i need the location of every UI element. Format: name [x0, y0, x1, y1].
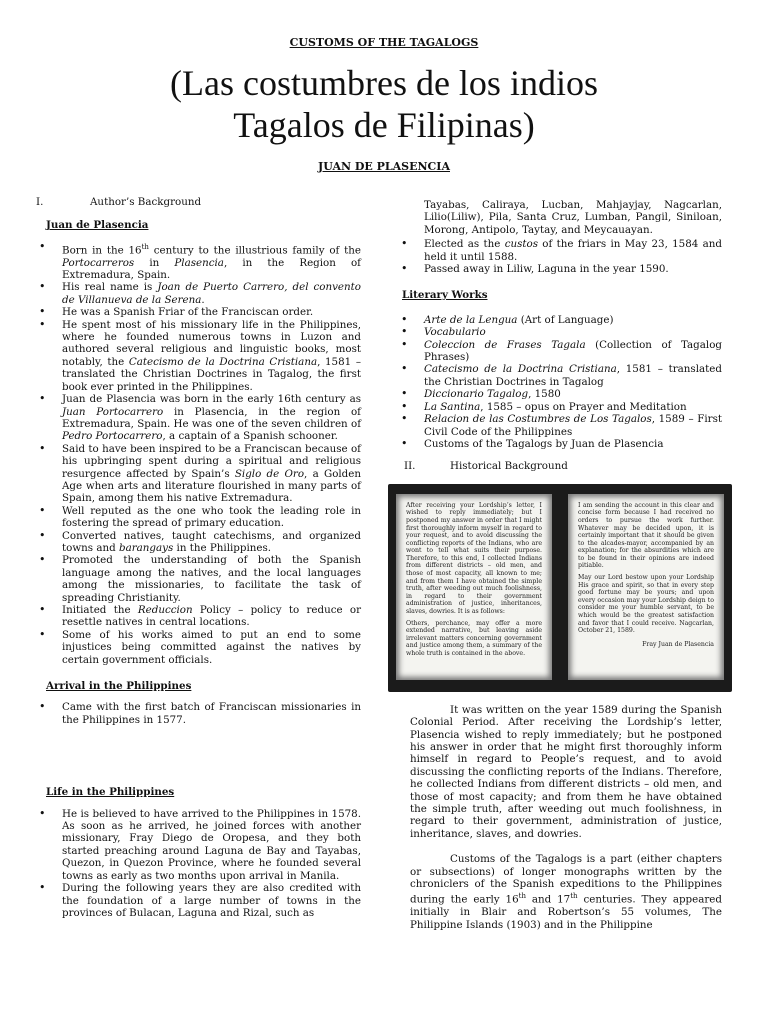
section-title: Author’s Background [90, 196, 202, 208]
list-item: • He was a Spanish Friar of the Franciscan order. [36, 306, 361, 318]
paragraph: It was written on the year 1589 during the Spanish Colonial Period. After receiving the Lordship’s letter, Plasencia wished to reply immediately; but he postponed his answer in order that he might first thoroughly inform himself in regard to People’s request, and to avoid discussing the conflicting reports of the Indians. Therefore, he collected Indians from different districts – old men, and those of most capacity; and from them he have obtained the simple truth, after weeding out much foolishness, in regard to their government, administration of justice, inheritance, slaves, and dowries. [410, 703, 722, 840]
section-number: I. [36, 196, 44, 208]
scan-text: May our Lord bestow upon your Lordship His grace and spirit, so that in every step good fortune may be yours; and upon every occasion may your Lordship deign to consider me your humble servant, to be which would be the greatest satisfaction and favor that I could receive. Nagcarlan, October 21, 1589. [578, 574, 714, 635]
arrival-list [36, 701, 361, 726]
scan-page-left [396, 494, 552, 680]
subheading-literary-works: Literary Works [402, 289, 488, 302]
section-title: Historical Background [450, 460, 568, 473]
list-item: • His real name is Joan de Puerto Carrero, del convento de Villanueva de la Serena. [36, 281, 361, 306]
list-item-continuation: Tayabas, Caliraya, Lucban, Mahjayjay, Nagcarlan, Lilio(Liliw), Pila, Santa Cruz, Lumban, Pangil, Siniloan, Morong, Antipolo, Taytay, and Meycauayan. [424, 199, 722, 236]
document-header-label: CUSTOMS OF THE TAGALOGS [289, 36, 479, 49]
life-list-continued [398, 238, 722, 275]
subheading-life: Life in the Philippines [46, 786, 175, 799]
scan-signature: Fray Juan de Plasencia [642, 640, 714, 648]
paragraph: Customs of the Tagalogs is a part (either chapters or subsections) of longer monographs written by the chroniclers of the Spanish expeditions to the Philippines during the early 16th and 17th centuries. They appeared initially in Blair and Robertson’s 55 volumes, The Philippine Islands (1903) and in the Philippine [410, 853, 722, 931]
list-item: • Passed away in Liliw, Laguna in the year 1590. [398, 263, 722, 275]
document-title [0, 62, 768, 146]
scan-text: After receiving your Lordship’s letter, I wished to reply immediately; but I postponed my answer in order that I might first thoroughly inform myself in regard to your request, and to avoid discussing the conflicting reports of the Indians, who are wont to tell what suits their purpose. Therefore, to this end, I collected Indians from different districts – old men, and those of most capacity, all known to me; and from them I have obtained the simple truth, after weeding out much foolishness, in regard to their government administration of justice, inheritances, slaves, dowries. It is as follows: [406, 501, 542, 616]
section-heading-authors-background [36, 196, 361, 208]
list-item: • Arte de la Lengua (Art of Language) [398, 314, 722, 326]
list-item: • Converted natives, taught catechisms, and organized towns and barangays in the Philippines. [36, 530, 361, 555]
list-item: • Some of his works aimed to put an end to some injustices being committed against the natives by certain government officials. [36, 629, 361, 666]
list-item: • He spent most of his missionary life in the Philippines, where he founded numerous towns in Luzon and authored several religious and linguistic books, most notably, the Catecismo de la Doctrina Cristiana, 1581 – translated the Christian Doctrines in Tagalog, the first book ever printed in the Philippines. [36, 319, 361, 393]
list-item: • Relacion de las Costumbres de Los Tagalos, 1589 – First Civil Code of the Philippines [398, 413, 722, 438]
list-item: • Coleccion de Frases Tagala (Collection of Tagalog Phrases) [398, 339, 722, 364]
scan-text: Others, perchance, may offer a more extended narrative, but leaving aside irrelevant matters concerning government and justice among them, a summary of the whole truth is contained in the above. [406, 619, 542, 657]
subheading-arrival: Arrival in the Philippines [46, 680, 192, 693]
right-column [398, 199, 722, 944]
list-item: • Elected as the custos of the friars in May 23, 1584 and held it until 1588. [398, 238, 722, 263]
subheading-juan-de-plasencia: Juan de Plasencia [46, 219, 149, 232]
list-item: • Vocabulario [398, 326, 722, 338]
title-line-2: Tagalos de Filipinas) [233, 105, 535, 145]
list-item: • Initiated the Reduccion Policy – policy to reduce or resettle natives in central locations. [36, 604, 361, 629]
biography-list [36, 241, 361, 666]
title-line-1: (Las costumbres de los indios [170, 63, 598, 103]
author-name: JUAN DE PLASENCIA [318, 160, 450, 173]
list-item: • Catecismo de la Doctrina Cristiana, 1581 – translated the Christian Doctrines in Tagalog [398, 363, 722, 388]
scan-text: I am sending the account in this clear and concise form because I had received no orders to pursue the work further. Whatever may be decided upon, it is certainly important that it should be given to the alcades-mayor, accompanied by an explanation; for the absurdities which are to be found in their opinions are indeed pitiable. [578, 501, 714, 570]
list-item: • Came with the first batch of Franciscan missionaries in the Philippines in 1577. [36, 701, 361, 726]
left-column [36, 196, 361, 929]
list-item: • Juan de Plasencia was born in the early 16th century as Juan Portocarrero in Plasencia, in the region of Extremadura, Spain. He was one of the seven children of Pedro Portocarrero, a captain of a Spanish schooner. [36, 393, 361, 443]
list-item: • Promoted the understanding of both the Spanish language among the natives, and the local languages among the missionaries, to facilitate the task of spreading Christianity. [36, 554, 361, 604]
list-item: • Well reputed as the one who took the leading role in fostering the spread of primary education. [36, 505, 361, 530]
list-item: • Customs of the Tagalogs by Juan de Plasencia [398, 438, 722, 450]
scan-page-right [568, 494, 724, 680]
section-number: II. [404, 460, 416, 473]
scanned-letter-image [388, 484, 732, 692]
list-item: • Born in the 16th century to the illustrious family of the Portocarreros in Plasencia, in the Region of Extremadura, Spain. [36, 241, 361, 282]
list-item: • Diccionario Tagalog, 1580 [398, 388, 722, 400]
list-item: • La Santina, 1585 – opus on Prayer and Meditation [398, 401, 722, 413]
list-item: • Said to have been inspired to be a Franciscan because of his upbringing spent during a spiritual and religious resurgence affected by Spain’s Siglo de Oro, a Golden Age when arts and literature flourished in many parts of Spain, among them his native Extremadura. [36, 443, 361, 505]
list-item: • He is believed to have arrived to the Philippines in 1578. As soon as he arrived, he joined forces with another missionary, Fray Diego de Oropesa, and they both started preaching around Laguna de Bay and Tayabas, Quezon, in Quezon Province, where he founded several towns as early as two months upon arrival in Manila. [36, 808, 361, 882]
list-item: • During the following years they are also credited with the foundation of a large number of towns in the provinces of Bulacan, Laguna and Rizal, such as [36, 882, 361, 919]
section-heading-historical-background [404, 460, 722, 472]
literary-works-list [398, 314, 722, 450]
life-list [36, 808, 361, 920]
